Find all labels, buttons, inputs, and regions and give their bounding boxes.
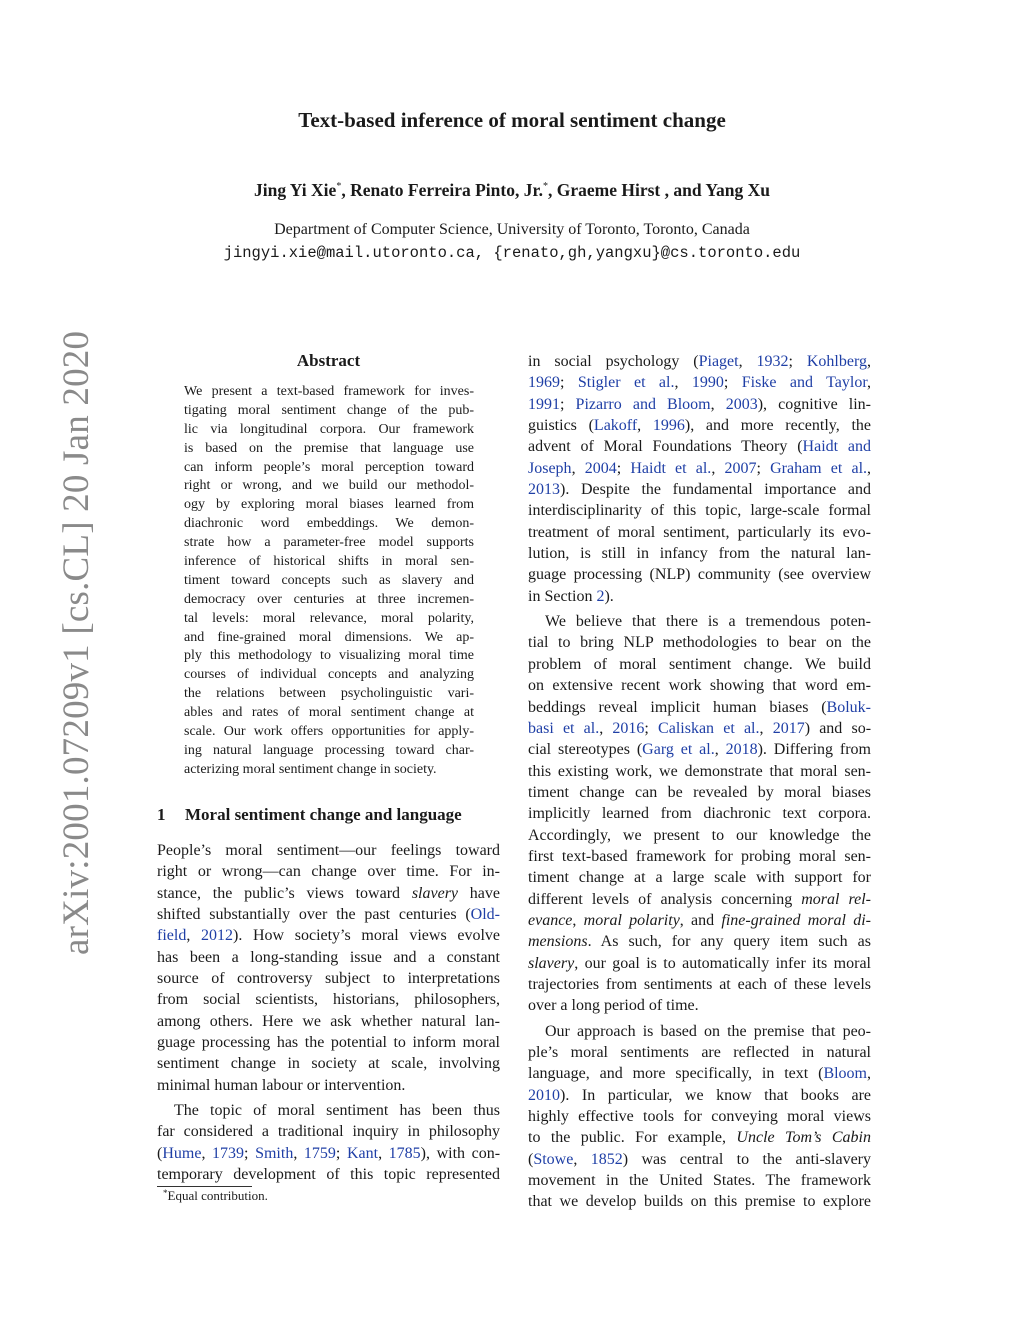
- left-column-body: [157, 840, 500, 1186]
- citation-link[interactable]: Old-: [470, 906, 500, 924]
- citation-link[interactable]: Lakoff: [593, 417, 638, 435]
- text-line: [528, 675, 871, 696]
- body-text: ;: [644, 719, 659, 737]
- body-text: that we develop builds on this premise to explore: [528, 1193, 871, 1211]
- text-line: [528, 931, 871, 952]
- text-line: [528, 761, 871, 782]
- text-line: [528, 803, 871, 824]
- text-line: [528, 889, 871, 910]
- body-text: far considered a traditional inquiry in philosophy: [157, 1123, 500, 1141]
- citation-link[interactable]: Piaget: [698, 353, 739, 370]
- abstract-line: inference of historical shifts in moral sen-: [184, 554, 474, 570]
- citation-link[interactable]: Fiske and Taylor: [741, 374, 867, 392]
- text-line: [528, 846, 871, 867]
- body-text: timent change at a large scale with support for: [528, 869, 871, 887]
- citation-link[interactable]: 1932: [756, 353, 789, 370]
- author-name: Renato Ferreira Pinto, Jr.: [350, 180, 543, 200]
- body-text: source of controversy subject to interpretations: [157, 970, 500, 988]
- citation-link[interactable]: Haidt et al.: [630, 459, 712, 477]
- abstract-line: and fine-grained moral dimensions. We ap-: [184, 629, 474, 645]
- footnote-rule: [157, 1186, 252, 1187]
- body-text: ,: [637, 417, 653, 435]
- text-line: [528, 867, 871, 888]
- body-text: sentiment change in society at scale, involving: [157, 1055, 500, 1073]
- body-text: ,: [710, 395, 726, 413]
- abstract-line: lic via longitudinal corpora. Our framework: [184, 421, 474, 437]
- body-text: ,: [293, 1144, 304, 1162]
- body-text: (: [157, 1144, 163, 1162]
- citation-link[interactable]: Joseph: [528, 459, 572, 477]
- emphasis-text: slavery: [411, 884, 459, 902]
- abstract-line: right or wrong, and we build our methodol-: [184, 478, 474, 494]
- text-line: [528, 1127, 871, 1148]
- abstract-line: ogy by exploring moral biases learned from: [184, 497, 474, 513]
- body-text: in social psychology (: [528, 353, 699, 370]
- body-text: movement in the United States. The framework: [528, 1172, 871, 1190]
- section-title: Moral sentiment change and language: [185, 805, 462, 824]
- text-line: [528, 825, 871, 846]
- text-line: [157, 840, 500, 861]
- body-text: ;: [244, 1144, 256, 1162]
- text-line: [157, 1032, 500, 1053]
- author-name: Jing Yi Xie: [253, 180, 337, 200]
- abstract-heading: Abstract: [296, 351, 361, 370]
- body-text: trajectories from sentiments at each of these levels: [528, 975, 871, 993]
- footnote-text: Equal contribution.: [167, 1188, 268, 1203]
- citation-link[interactable]: 2004: [584, 459, 617, 477]
- author-name: Yang Xu: [705, 180, 771, 200]
- citation-link[interactable]: 1759: [303, 1144, 336, 1162]
- citation-link[interactable]: 1991: [528, 395, 560, 413]
- citation-link[interactable]: Stowe: [533, 1150, 574, 1168]
- text-line: [528, 522, 871, 543]
- text-line: [528, 564, 871, 585]
- text-line: [157, 925, 500, 946]
- citation-link[interactable]: Boluk-: [826, 698, 871, 716]
- body-text: lution, is still in infancy from the natural lan-: [528, 545, 871, 563]
- body-text: Accordingly, we present to our knowledge the: [528, 826, 871, 844]
- body-text: ;: [335, 1144, 347, 1162]
- body-text: ;: [788, 353, 807, 370]
- body-text: . As such, for any query item such as: [587, 933, 871, 951]
- text-line: [157, 1100, 500, 1121]
- text-line: [528, 1149, 871, 1170]
- body-text: (: [528, 1150, 534, 1168]
- text-line: [528, 632, 871, 653]
- body-text: ,: [201, 1144, 213, 1162]
- body-text: guistics (: [528, 417, 594, 435]
- text-line: [528, 543, 871, 564]
- citation-link[interactable]: Smith: [255, 1144, 294, 1162]
- citation-link[interactable]: 2017: [772, 719, 805, 737]
- body-text: minimal human labour or intervention.: [157, 1076, 406, 1094]
- citation-link[interactable]: 1996: [652, 417, 685, 435]
- text-line: [528, 995, 871, 1016]
- citation-link[interactable]: Graham et al.: [770, 459, 868, 477]
- body-text: ;: [723, 374, 742, 392]
- body-text: advent of Moral Foundations Theory (: [528, 438, 803, 456]
- emphasis-text: Uncle Tom’s Cabin: [736, 1129, 872, 1147]
- section-number: 1: [157, 805, 166, 824]
- emphasis-text: slavery: [528, 954, 575, 972]
- text-line: [528, 782, 871, 803]
- abstract-line: tigating moral sentiment change of the pub-: [184, 402, 474, 418]
- citation-link[interactable]: basi et al.: [528, 719, 600, 737]
- body-text: to the public. For example,: [528, 1129, 737, 1147]
- body-text: ,: [738, 353, 757, 370]
- body-text: ) was central to the anti-slavery: [622, 1150, 872, 1168]
- text-line: [528, 1191, 871, 1212]
- body-text: ,: [186, 927, 201, 945]
- body-text: , and: [679, 911, 722, 929]
- citation-link[interactable]: Kant: [346, 1144, 379, 1162]
- body-text: this existing work, we demonstrate that moral sen-: [528, 762, 871, 780]
- text-line: [528, 372, 871, 393]
- text-line: [528, 611, 871, 632]
- body-text: ). How society’s moral views evolve: [232, 927, 500, 945]
- body-text: ), with con-: [420, 1144, 501, 1162]
- text-line: [157, 989, 500, 1010]
- text-line: [528, 458, 871, 479]
- citation-link[interactable]: 2018: [725, 741, 758, 759]
- equal-contribution-mark: *: [336, 181, 342, 192]
- abstract-line: the relations between psycholinguistic vari-: [184, 686, 474, 702]
- body-text: The topic of moral sentiment has been thus: [174, 1102, 500, 1120]
- body-text: ,: [573, 1150, 591, 1168]
- abstract-line: courses of individual concepts and analyzing: [184, 667, 474, 683]
- body-text: ), cognitive lin-: [757, 395, 871, 413]
- text-line: [528, 739, 871, 760]
- paper-title: Text-based inference of moral sentiment change: [298, 108, 726, 132]
- body-text: first text-based framework for probing moral sen-: [528, 847, 871, 865]
- text-line: [528, 1106, 871, 1127]
- right-column-body: [528, 351, 871, 1213]
- emphasis-text: moral rel-: [801, 890, 872, 908]
- author-emails: jingyi.xie@mail.utoronto.ca, {renato,gh,yangxu}@cs.toronto.edu: [223, 244, 801, 262]
- body-text: ) and so-: [804, 719, 872, 737]
- citation-link[interactable]: 2: [596, 587, 605, 605]
- body-text: ). In particular, we know that books are: [560, 1086, 871, 1104]
- body-text: ple’s moral sentiments are reflected in natural: [528, 1044, 871, 1061]
- text-line: [157, 1143, 500, 1164]
- body-text: ,: [572, 911, 584, 929]
- body-text: language, and more specifically, in text (: [528, 1065, 824, 1083]
- citation-link[interactable]: 1739: [212, 1144, 245, 1162]
- body-text: ,: [571, 459, 585, 477]
- text-line: [528, 1021, 871, 1042]
- citation-link[interactable]: Stigler et al.: [577, 374, 675, 392]
- body-text: among others. Here we ask whether natural lan-: [157, 1012, 500, 1030]
- body-text: implicitly learned from diachronic text corpora.: [528, 805, 871, 823]
- text-line: [528, 394, 871, 415]
- abstract-line: ply this methodology to visualizing moral time: [184, 648, 474, 664]
- body-text: ;: [560, 395, 576, 413]
- abstract-line: We present a text-based framework for inves-: [184, 384, 474, 399]
- body-text: ,: [711, 459, 725, 477]
- emphasis-text: fine-grained moral di-: [721, 911, 871, 929]
- text-line: [528, 479, 871, 500]
- body-text: ,: [867, 374, 871, 392]
- abstract-line: scale. Our work offers opportunities for apply-: [184, 724, 474, 740]
- author-separator: , and: [660, 180, 706, 200]
- body-text: beddings reveal implicit human biases (: [528, 698, 827, 716]
- citation-link[interactable]: Bloom: [823, 1065, 867, 1083]
- text-line: [157, 1075, 500, 1096]
- text-line: [528, 1063, 871, 1084]
- body-text: ,: [867, 459, 872, 477]
- body-text: in Section: [528, 587, 597, 605]
- text-line: [157, 947, 500, 968]
- affiliation: Department of Computer Science, University of Toronto, Toronto, Canada: [274, 221, 750, 238]
- text-line: [157, 1011, 500, 1032]
- author-separator: ,: [548, 180, 557, 200]
- body-text: right or wrong—can change over time. For in-: [157, 863, 500, 881]
- body-text: People’s moral sentiment—our feelings toward: [157, 842, 500, 859]
- body-text: on extensive recent work showing that word em-: [528, 677, 871, 695]
- author-separator: ,: [341, 180, 351, 200]
- body-text: cial stereotypes (: [528, 741, 643, 759]
- author-name: Graeme Hirst: [556, 180, 661, 200]
- citation-link[interactable]: 2010: [528, 1086, 560, 1104]
- text-line: [528, 654, 871, 675]
- body-text: We believe that there is a tremendous poten-: [545, 613, 871, 631]
- citation-link[interactable]: Garg et al.: [642, 741, 715, 759]
- citation-link[interactable]: field: [157, 927, 187, 945]
- text-line: [157, 1121, 500, 1142]
- citation-link[interactable]: 2007: [724, 459, 757, 477]
- citation-link[interactable]: 2003: [725, 395, 758, 413]
- text-line: [528, 1170, 871, 1191]
- emphasis-text: moral polarity: [583, 911, 680, 929]
- body-text: ,: [867, 353, 871, 370]
- citation-link[interactable]: 1785: [388, 1144, 421, 1162]
- body-text: ). Despite the fundamental importance and: [560, 481, 871, 499]
- text-line: [528, 500, 871, 521]
- body-text: ,: [599, 719, 613, 737]
- text-line: [157, 968, 500, 989]
- body-text: , our goal is to automatically infer its moral: [574, 954, 871, 972]
- body-text: over a long period of time.: [528, 997, 699, 1015]
- body-text: have: [458, 884, 500, 902]
- citation-link[interactable]: Haidt and: [802, 438, 871, 456]
- citation-link[interactable]: 2016: [612, 719, 645, 737]
- text-line: [528, 586, 871, 607]
- text-line: [528, 718, 871, 739]
- body-text: timent change can be revealed by moral biases: [528, 783, 871, 801]
- citation-link[interactable]: Kohlberg: [806, 353, 867, 370]
- body-text: tial to bring NLP methodologies to bear on the: [528, 634, 871, 652]
- text-line: [528, 953, 871, 974]
- text-line: [528, 436, 871, 457]
- citation-link[interactable]: 1969: [528, 374, 560, 392]
- citation-link[interactable]: Hume: [162, 1144, 202, 1162]
- body-text: problem of moral sentiment change. We build: [528, 655, 871, 673]
- abstract-line: acterizing moral sentiment change in society.: [184, 761, 437, 777]
- body-text: ), and more recently, the: [684, 417, 872, 435]
- text-line: [157, 1164, 500, 1185]
- text-line: [528, 910, 871, 931]
- citation-link[interactable]: 2013: [528, 481, 560, 499]
- abstract-line: is based on the premise that language use: [184, 440, 474, 456]
- body-text: ). Differing from: [757, 741, 871, 759]
- abstract-line: tal levels: moral relevance, moral polarity,: [184, 610, 474, 626]
- abstract-line: democracy over centuries at three incremen-: [184, 591, 474, 607]
- body-text: guage processing has the potential to inform moral: [157, 1034, 500, 1052]
- citation-link[interactable]: 2012: [200, 927, 233, 945]
- text-line: [157, 904, 500, 925]
- citation-link[interactable]: 1990: [691, 374, 724, 392]
- author-list: [0, 180, 1024, 201]
- text-line: [528, 1085, 871, 1106]
- abstract-body: [184, 383, 474, 780]
- footnote-mark: *: [163, 1188, 168, 1198]
- arxiv-identifier: arXiv:2001.07209v1 [cs.CL] 20 Jan 2020: [56, 330, 97, 955]
- emphasis-text: evance: [528, 911, 573, 929]
- text-line: [528, 415, 871, 436]
- text-line: [528, 697, 871, 718]
- text-line: [528, 351, 871, 372]
- body-text: ,: [714, 741, 726, 759]
- abstract-line: strate how a parameter-free model supports: [184, 535, 474, 551]
- body-text: ,: [674, 374, 692, 392]
- text-line: [157, 883, 500, 904]
- text-line: [528, 1042, 871, 1063]
- body-text: highly effective tools for conveying moral views: [528, 1108, 871, 1126]
- body-text: ;: [616, 459, 631, 477]
- abstract-line: diachronic word embeddings. We demon-: [184, 516, 474, 532]
- section-heading: [157, 805, 500, 825]
- citation-link[interactable]: 1852: [590, 1150, 623, 1168]
- body-text: ).: [604, 587, 614, 605]
- equal-contribution-mark: *: [543, 181, 548, 192]
- footnote: [163, 1188, 268, 1204]
- abstract-line: ables and rates of moral sentiment change at: [184, 705, 474, 721]
- text-line: [157, 1053, 500, 1074]
- body-text: shifted substantially over the past centuries (: [157, 906, 471, 924]
- body-text: ,: [378, 1144, 389, 1162]
- body-text: treatment of moral sentiment, particularly its evo-: [528, 523, 871, 541]
- body-text: ;: [756, 459, 771, 477]
- body-text: guage processing (NLP) community (see overview: [528, 566, 871, 584]
- body-text: has been a long-standing issue and a constant: [157, 948, 500, 966]
- body-text: ,: [867, 1065, 871, 1083]
- citation-link[interactable]: Pizarro and Bloom: [575, 395, 711, 413]
- body-text: ,: [759, 719, 773, 737]
- body-text: Our approach is based on the premise that peo-: [545, 1022, 871, 1040]
- body-text: interdisciplinarity of this topic, large-scale formal: [528, 502, 871, 520]
- text-line: [157, 861, 500, 882]
- abstract-line: timent toward concepts such as slavery and: [184, 572, 474, 588]
- body-text: temporary development of this topic represented: [157, 1166, 500, 1184]
- body-text: from social scientists, historians, philosophers,: [157, 991, 500, 1009]
- emphasis-text: mensions: [528, 933, 588, 951]
- abstract-line: can inform people’s moral perception toward: [184, 459, 474, 475]
- body-text: stance, the public’s views toward: [157, 884, 412, 902]
- citation-link[interactable]: Caliskan et al.: [658, 719, 760, 737]
- body-text: different levels of analysis concerning: [528, 890, 802, 908]
- text-line: [528, 974, 871, 995]
- body-text: ;: [560, 374, 578, 392]
- abstract-line: ing natural language processing toward char-: [184, 742, 474, 758]
